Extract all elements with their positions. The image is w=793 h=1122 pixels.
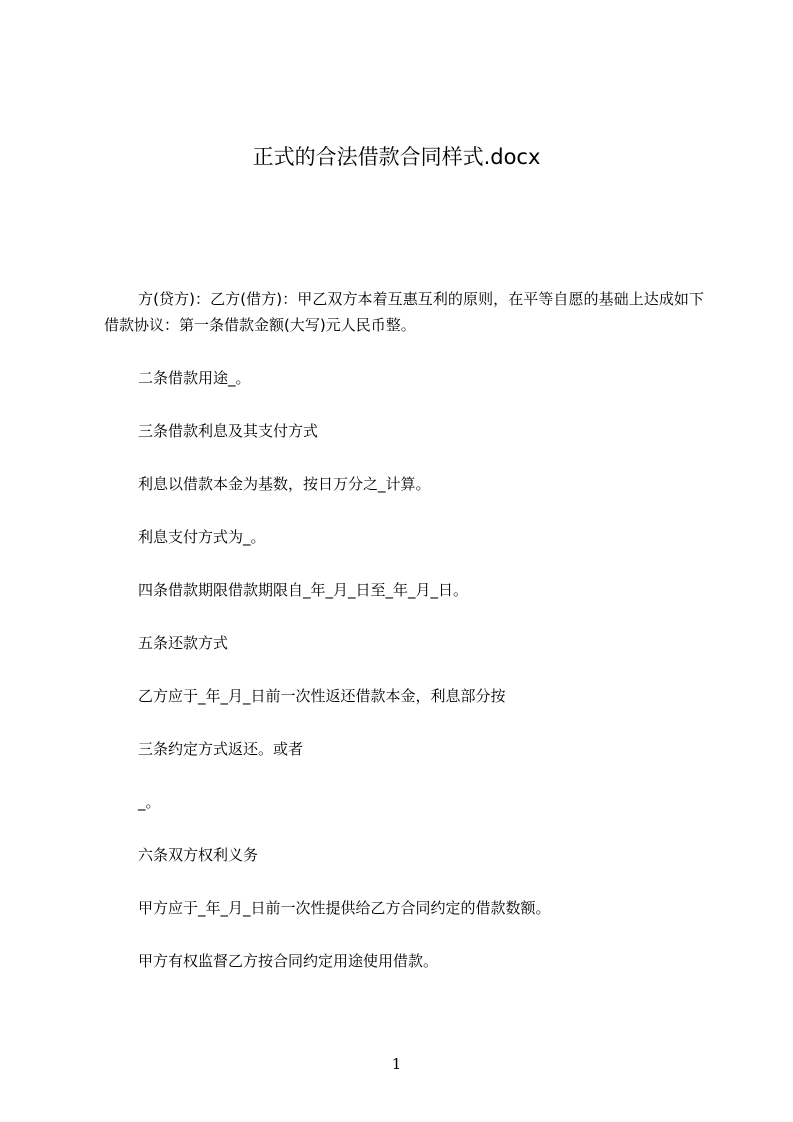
- paragraph-rights-heading: 六条双方权利义务: [138, 846, 259, 864]
- paragraph-repayment-principal: 乙方应于_年_月_日前一次性返还借款本金，利息部分按: [138, 687, 506, 705]
- paragraph-lender-supervise: 甲方有权监督乙方按合同约定用途使用借款。: [138, 952, 439, 970]
- paragraph-interest-rate: 利息以借款本金为基数，按日万分之_计算。: [138, 475, 431, 493]
- paragraph-lender-provide: 甲方应于_年_月_日前一次性提供给乙方合同约定的借款数额。: [138, 899, 551, 917]
- paragraph-interest-payment: 利息支付方式为_。: [138, 528, 266, 546]
- paragraph-repayment-blank: _。: [138, 793, 161, 811]
- document-body: [104, 286, 704, 974]
- paragraph-repayment-interest: 三条约定方式返还。或者: [138, 740, 304, 758]
- paragraph-parties: 方(贷方)：乙方(借方)：甲乙双方本着互惠互利的原则，在平等自愿的基础上达成如下借款协议：第一条借款金额(大写)元人民币整。: [104, 290, 704, 334]
- paragraph-interest-heading: 三条借款利息及其支付方式: [138, 422, 319, 440]
- page-number: 1: [391, 1055, 402, 1073]
- paragraph-loan-purpose: 二条借款用途_。: [138, 369, 251, 387]
- paragraph-loan-term: 四条借款期限借款期限自_年_月_日至_年_月_日。: [138, 581, 469, 599]
- document-title: 正式的合法借款合同样式.docx: [252, 145, 541, 169]
- paragraph-repayment-heading: 五条还款方式: [138, 634, 229, 652]
